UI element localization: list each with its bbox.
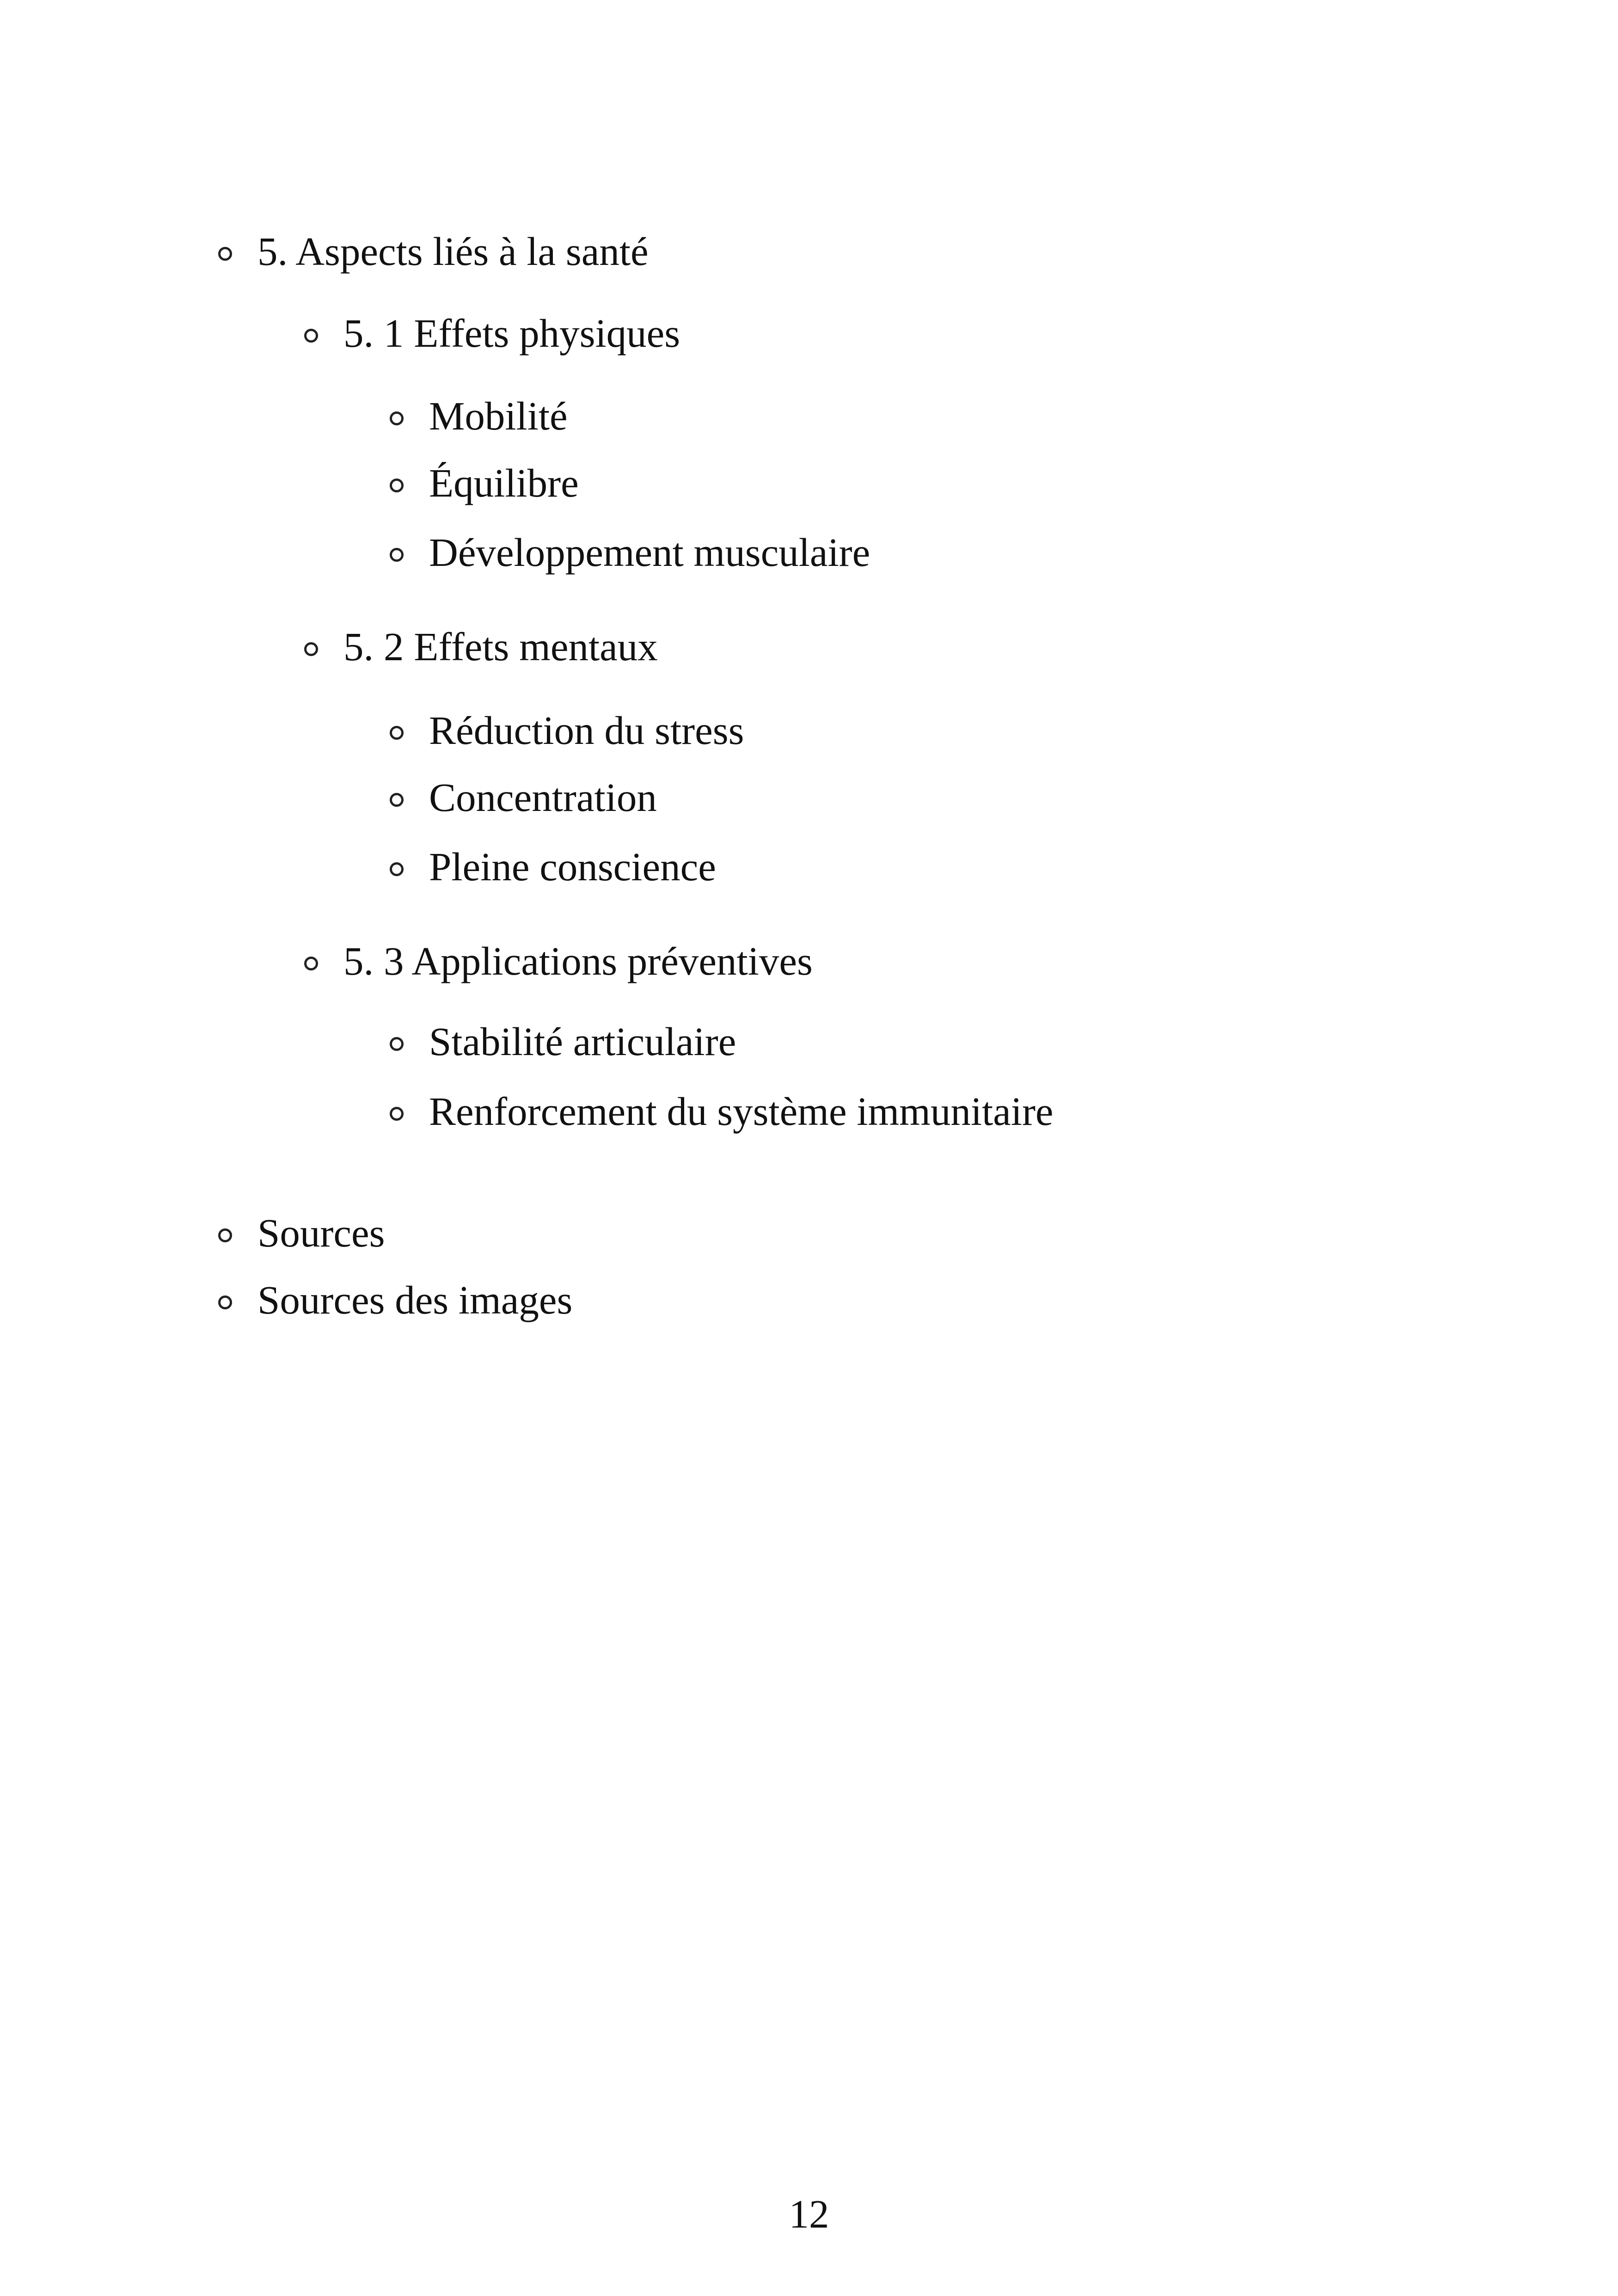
page-number: 12	[789, 2192, 829, 2236]
toc-item-equilibre[interactable]: Équilibre	[429, 460, 579, 505]
toc-subsection-5-2-title[interactable]: 5. 2 Effets mentaux	[343, 624, 658, 669]
toc-subsection-5-3-title[interactable]: 5. 3 Applications préventives	[343, 939, 813, 983]
toc-item-mobilite[interactable]: Mobilité	[429, 393, 568, 438]
toc-item-concentration[interactable]: Concentration	[429, 775, 657, 820]
bullet-icon	[390, 1037, 404, 1051]
bullet-icon	[390, 479, 404, 492]
toc-section-5-title[interactable]: 5. Aspects liés à la santé	[257, 229, 649, 274]
toc-subsection-5-1-title[interactable]: 5. 1 Effets physiques	[343, 311, 680, 356]
toc-item-stabilite-articulaire[interactable]: Stabilité articulaire	[429, 1019, 736, 1064]
toc-item-pleine-conscience[interactable]: Pleine conscience	[429, 844, 716, 889]
toc-item-reduction-du-stress[interactable]: Réduction du stress	[429, 708, 744, 753]
toc-sources[interactable]: Sources	[257, 1210, 385, 1255]
bullet-icon	[218, 1228, 232, 1242]
bullet-icon	[390, 726, 404, 740]
bullet-icon	[390, 793, 404, 807]
bullet-icon	[218, 247, 232, 261]
toc-image-sources[interactable]: Sources des images	[257, 1277, 573, 1322]
bullet-icon	[390, 411, 404, 425]
bullet-icon	[390, 862, 404, 876]
toc-item-developpement-musculaire[interactable]: Développement musculaire	[429, 530, 870, 575]
bullet-icon	[304, 957, 318, 970]
bullet-icon	[218, 1295, 232, 1309]
bullet-icon	[304, 329, 318, 343]
bullet-icon	[304, 642, 318, 656]
toc-item-renforcement-systeme-immunitaire[interactable]: Renforcement du système immunitaire	[429, 1089, 1054, 1134]
bullet-icon	[390, 548, 404, 562]
bullet-icon	[390, 1107, 404, 1121]
